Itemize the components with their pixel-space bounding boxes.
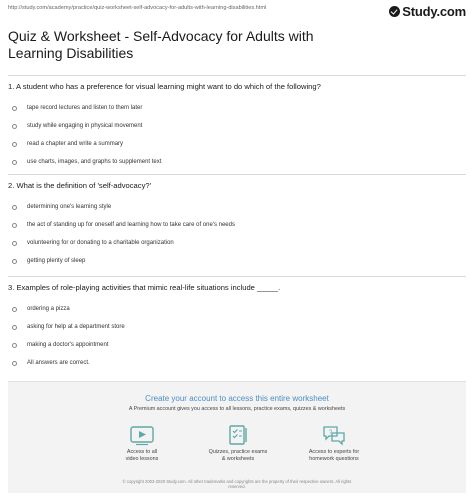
video-lessons-icon xyxy=(129,424,155,446)
copyright-notice: © copyright 2003-2020 Study.com. All other trademarks and copyrights are the property of their respective owners. All rights reserved. xyxy=(122,479,352,490)
option-label: read a chapter and write a summary xyxy=(27,141,124,147)
logo-text: Study.com xyxy=(402,4,466,19)
feature-label: Access to all video lessons xyxy=(125,449,159,462)
radio-button[interactable] xyxy=(12,361,17,366)
answer-option[interactable] xyxy=(12,234,466,252)
answer-option[interactable] xyxy=(12,99,466,117)
option-label: getting plenty of sleep xyxy=(27,258,86,264)
quiz-worksheet-icon xyxy=(225,424,251,446)
page-url[interactable]: http://study.com/academy/practice/quiz-worksheet-self-advocacy-for-adults-with-learning-disabilities.html xyxy=(8,5,267,11)
answer-option[interactable] xyxy=(12,117,466,135)
question-text: 1. A student who has a preference for visual learning might want to do which of the following? xyxy=(8,82,321,91)
radio-button[interactable] xyxy=(12,343,17,348)
feature-list xyxy=(98,424,378,463)
checkmark-logo-icon xyxy=(389,6,400,17)
page-title-line1: Quiz & Worksheet - Self-Advocacy for Adults with xyxy=(8,28,314,44)
radio-button[interactable] xyxy=(12,160,17,165)
option-label: ordering a pizza xyxy=(27,306,70,312)
feature-video-lessons xyxy=(98,424,186,463)
feature-experts xyxy=(290,424,378,463)
option-label: volunteering for or donating to a charitable organization xyxy=(27,240,174,246)
question-1 xyxy=(8,75,466,171)
answer-option[interactable] xyxy=(12,198,466,216)
option-label: study while engaging in physical movement xyxy=(27,123,143,129)
feature-label: Quizzes, practice exams & worksheets xyxy=(208,449,268,462)
svg-text:?: ? xyxy=(328,430,333,436)
header-bar xyxy=(8,4,466,20)
radio-button[interactable] xyxy=(12,325,17,330)
promo-title[interactable]: Create your account to access this entire worksheet xyxy=(145,394,329,403)
radio-button[interactable] xyxy=(12,205,17,210)
page-title xyxy=(8,28,448,62)
option-label: making a doctor's appointment xyxy=(27,342,109,348)
feature-quizzes xyxy=(194,424,282,463)
radio-button[interactable] xyxy=(12,142,17,147)
page-title-line2: Learning Disabilities xyxy=(8,45,134,61)
question-text: 2. What is the definition of 'self-advocacy?' xyxy=(8,181,152,190)
answer-option[interactable] xyxy=(12,135,466,153)
question-text: 3. Examples of role-playing activities that mimic real-life situations include _____. xyxy=(8,283,281,292)
radio-button[interactable] xyxy=(12,241,17,246)
answer-option[interactable] xyxy=(12,300,466,318)
divider xyxy=(8,276,466,277)
answer-option[interactable] xyxy=(12,318,466,336)
radio-button[interactable] xyxy=(12,124,17,129)
promo-subtitle: A Premium account gives you access to all lessons, practice exams, quizzes & worksheets xyxy=(128,406,346,412)
option-label: asking for help at a department store xyxy=(27,324,125,330)
radio-button[interactable] xyxy=(12,307,17,312)
divider xyxy=(8,75,466,76)
option-label: All answers are correct. xyxy=(27,360,90,366)
answer-option[interactable] xyxy=(12,354,466,372)
answer-option[interactable] xyxy=(12,216,466,234)
answer-option[interactable] xyxy=(12,336,466,354)
study-logo[interactable] xyxy=(389,4,466,19)
radio-button[interactable] xyxy=(12,259,17,264)
feature-label: Access to experts for homework questions xyxy=(308,449,360,462)
question-3 xyxy=(8,276,466,372)
divider xyxy=(8,174,466,175)
answer-option[interactable] xyxy=(12,153,466,171)
expert-chat-icon xyxy=(321,424,347,446)
option-label: use charts, images, and graphs to supplement text xyxy=(27,159,162,165)
premium-promo-panel xyxy=(8,381,466,493)
option-label: determining one's learning style xyxy=(27,204,112,210)
radio-button[interactable] xyxy=(12,223,17,228)
answer-option[interactable] xyxy=(12,252,466,270)
option-label: tape record lectures and listen to them later xyxy=(27,105,143,111)
radio-button[interactable] xyxy=(12,106,17,111)
option-label: the act of standing up for oneself and learning how to take care of one's needs xyxy=(27,222,235,228)
question-2 xyxy=(8,174,466,270)
